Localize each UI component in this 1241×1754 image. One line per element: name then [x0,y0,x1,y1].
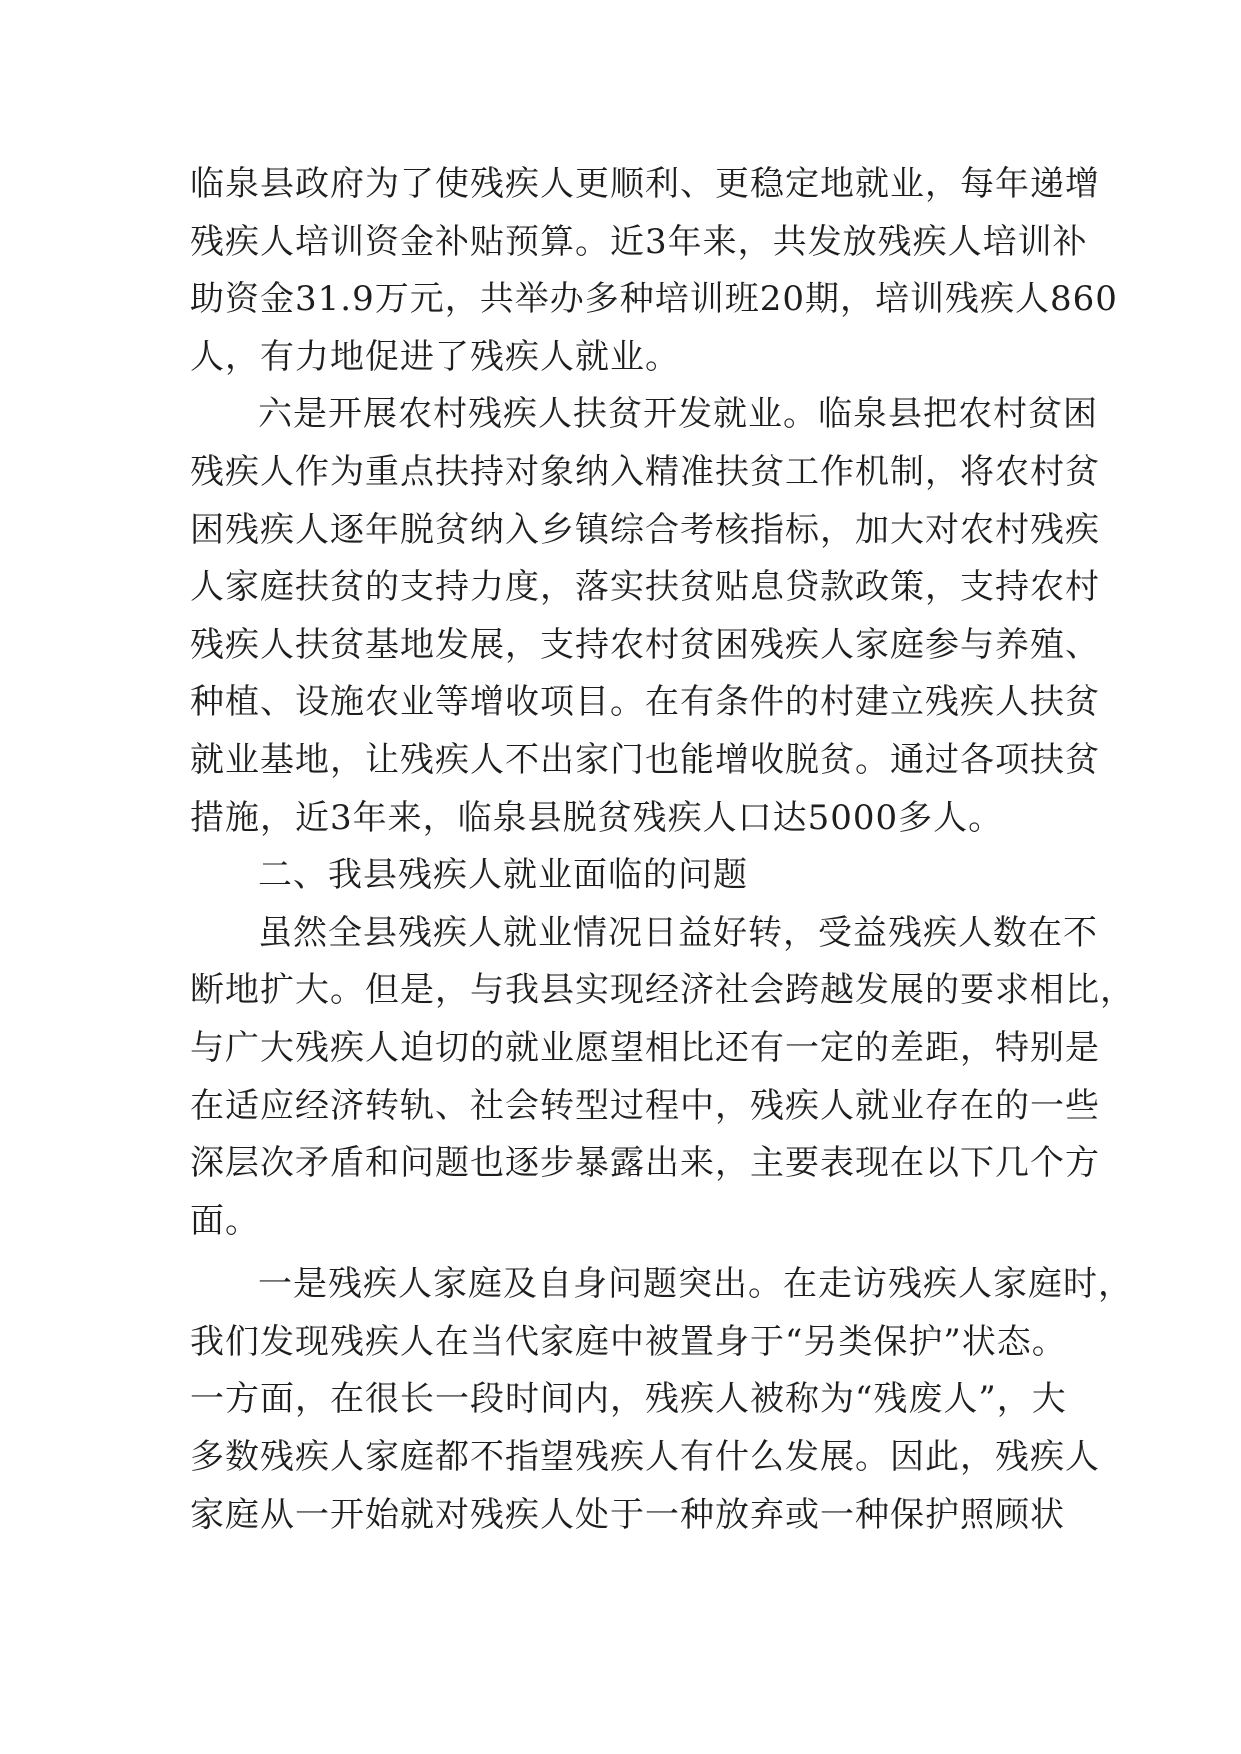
text-line: 就业基地，让残疾人不出家门也能增收脱贫。通过各项扶贫 [190,739,1100,780]
text-line: 残疾人培训资金补贴预算。近3年来，共发放残疾人培训补 [190,221,1088,262]
text-line: 人，有力地促进了残疾人就业。 [190,336,680,377]
text-line: 困残疾人逐年脱贫纳入乡镇综合考核指标，加大对农村残疾 [190,509,1100,550]
text-line: 残疾人扶贫基地发展，支持农村贫困残疾人家庭参与养殖、 [190,624,1100,665]
paragraph-rural-poverty [190,386,1100,847]
text-line: 一方面，在很长一段时间内，残疾人被称为“残废人”，大 [190,1379,1067,1420]
text-line: 与广大残疾人迫切的就业愿望相比还有一定的差距，特别是 [190,1027,1100,1068]
document-body [190,156,1135,1544]
text-line: 措施，近3年来，临泉县脱贫残疾人口达5000多人。 [190,797,1004,838]
text-line: 断地扩大。但是，与我县实现经济社会跨越发展的要求相比， [190,970,1135,1011]
text-line: 虽然全县残疾人就业情况日益好转，受益残疾人数在不 [258,912,1098,953]
text-line: 家庭从一开始就对残疾人处于一种放弃或一种保护照顾状 [190,1494,1065,1535]
section-heading [190,847,1050,905]
text-line: 临泉县政府为了使残疾人更顺利、更稳定地就业，每年递增 [190,164,1100,204]
heading-text: 二、我县残疾人就业面临的问题 [258,855,748,896]
text-line: 人家庭扶贫的支持力度，落实扶贫贴息贷款政策，支持农村 [190,567,1100,608]
text-line: 一是残疾人家庭及自身问题突出。在走访残疾人家庭时， [258,1264,1133,1305]
text-line: 在适应经济转轨、社会转型过程中，残疾人就业存在的一些 [190,1085,1100,1126]
paragraph-continued [190,156,1118,386]
text-line: 残疾人作为重点扶持对象纳入精准扶贫工作机制，将农村贫 [190,451,1100,492]
text-line: 种植、设施农业等增收项目。在有条件的村建立残疾人扶贫 [190,682,1100,723]
text-line: 深层次矛盾和问题也逐步暴露出来，主要表现在以下几个方 [190,1143,1100,1184]
text-line: 多数残疾人家庭都不指望残疾人有什么发展。因此，残疾人 [190,1437,1100,1478]
paragraph-overview [190,905,1135,1251]
text-line: 六是开展农村残疾人扶贫开发就业。临泉县把农村贫困 [258,394,1098,435]
text-line: 面。 [190,1200,260,1241]
text-line: 我们发现残疾人在当代家庭中被置身于“另类保护”状态。 [190,1321,1067,1362]
paragraph-family-issues [190,1256,1133,1544]
text-line: 助资金31.9万元，共举办多种培训班20期，培训残疾人860 [190,279,1118,320]
